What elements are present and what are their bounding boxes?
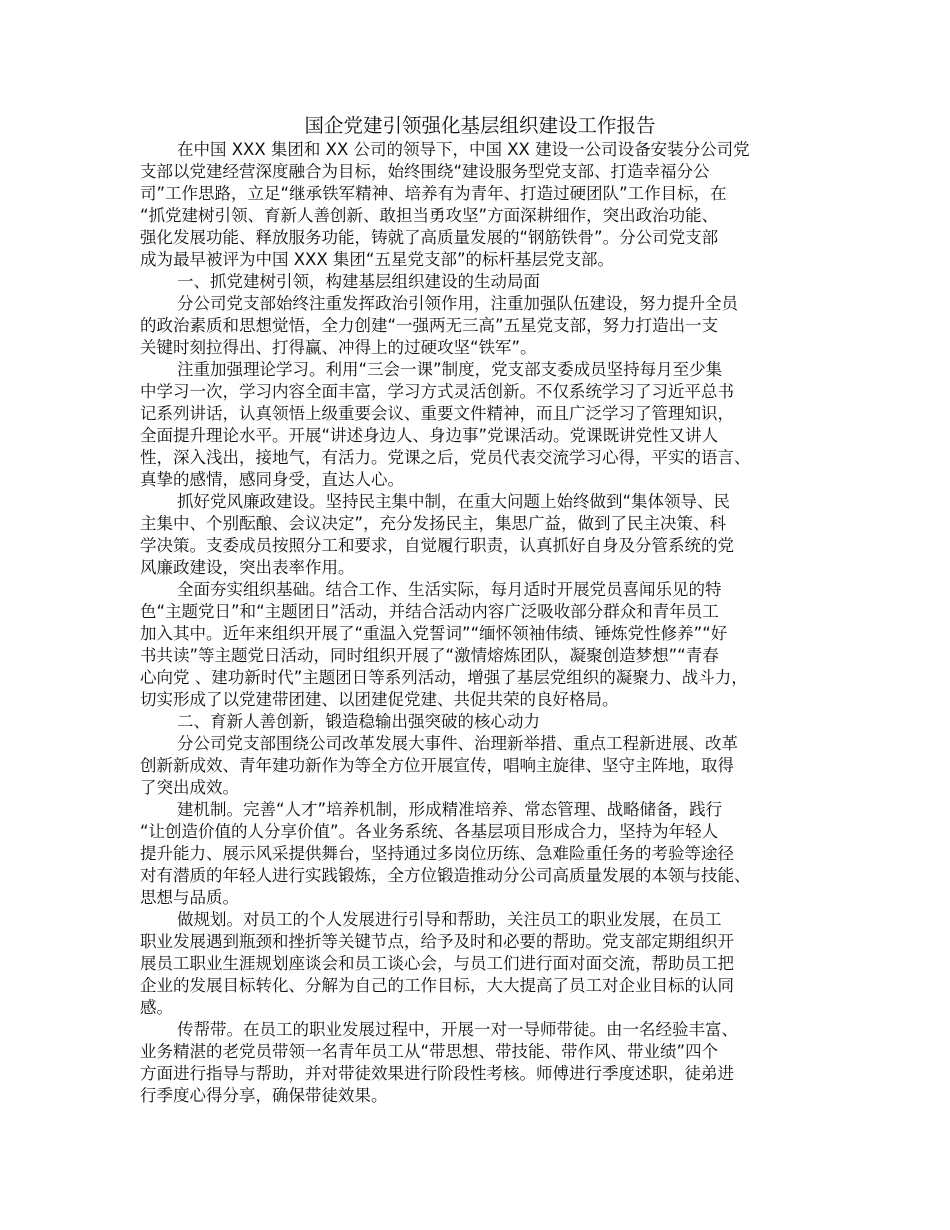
text-line: 感。	[140, 998, 173, 1017]
text-line: 业务精湛的老党员带领一名青年员工从“带思想、带技能、带作风、带业绩”四个	[140, 1042, 719, 1061]
text-line: 二、育新人善创新，锻造稳输出强突破的核心动力	[177, 712, 540, 731]
text-line: 展员工职业生涯规划座谈会和员工谈心会，与员工们进行面对面交流，帮助员工把	[140, 954, 734, 973]
text-line: 分公司党支部始终注重发挥政治引领作用，注重加强队伍建设，努力提升全员	[177, 294, 738, 313]
text-line: 对有潜质的年轻人进行实践锻炼，全方位锻造推动分公司高质量发展的本领与技能、	[140, 866, 751, 885]
text-line: 全面夯实组织基础。结合工作、生活实际，每月适时开展党员喜闻乐见的特	[177, 580, 722, 599]
text-line: 行季度心得分享，确保带徒效果。	[140, 1086, 388, 1105]
text-line: 了突出成效。	[140, 778, 239, 797]
text-line: 职业发展遇到瓶颈和挫折等关键节点，给予及时和必要的帮助。党支部定期组织开	[140, 932, 734, 951]
text-line: 书共读”等主题党日活动，同时组织开展了“激情熔炼团队，凝聚创造梦想”“青春	[140, 646, 719, 665]
text-line: 注重加强理论学习。利用“三会一课”制度，党支部支委成员坚持每月至少集	[177, 360, 723, 379]
document-title: 国企党建引领强化基层组织建设工作报告	[304, 114, 656, 137]
text-line: 的政治素质和思想觉悟，全力创建“一强两无三高”五星党支部，努力打造出一支	[140, 316, 719, 335]
text-line: 全面提升理论水平。开展“讲述身边人、身边事”党课活动。党课既讲党性又讲人	[140, 426, 719, 445]
text-line: 司”工作思路，立足“继承铁军精神、培养有为青年、打造过硬团队”工作目标，在	[140, 184, 727, 203]
text-line: “让创造价值的人分享价值”。各业务系统、各基层项目形成合力，坚持为年轻人	[140, 822, 719, 841]
text-line: 主集中、个别酝酿、会议决定”，充分发扬民主，集思广益，做到了民主决策、科	[140, 514, 727, 533]
text-line: 思想与品质。	[140, 888, 239, 907]
document-body	[140, 139, 830, 1107]
text-line: 企业的发展目标转化、分解为自己的工作目标，大大提高了员工对企业目标的认同	[140, 976, 734, 995]
text-line: 分公司党支部围绕公司改革发展大事件、治理新举措、重点工程新进展、改革	[177, 734, 738, 753]
text-line: 切实形成了以党建带团建、以团建促党建、共促共荣的良好格局。	[140, 690, 619, 709]
text-line: 学决策。支委成员按照分工和要求，自觉履行职责，认真抓好自身及分管系统的党	[140, 536, 734, 555]
text-line: 创新新成效、青年建功新作为等全方位开展宣传，唱响主旋律、坚守主阵地，取得	[140, 756, 734, 775]
text-line: 在中国 XXX 集团和 XX 公司的领导下，中国 XX 建设一公司设备安装分公司党	[177, 140, 750, 159]
text-line: 成为最早被评为中国 XXX 集团“五星党支部”的标杆基层党支部。	[140, 250, 614, 269]
text-line: 加入其中。近年来组织开展了“重温入党誓词”“缅怀领袖伟绩、锤炼党性修养”“好	[140, 624, 728, 643]
text-line: 抓好党风廉政建设。坚持民主集中制，在重大问题上始终做到“集体领导、民	[177, 492, 731, 511]
text-line: 心向党 、建功新时代”主题团日等系列活动，增强了基层党组织的凝聚力、战斗力，	[140, 668, 748, 687]
text-line: 风廉政建设，突出表率作用。	[140, 558, 355, 577]
text-line: 强化发展功能、释放服务功能，铸就了高质量发展的“钢筋铁骨”。分公司党支部	[140, 228, 719, 247]
text-line: 方面进行指导与帮助，并对带徒效果进行阶段性考核。师傅进行季度述职，徒弟进	[140, 1064, 734, 1083]
text-line: 传帮带。在员工的职业发展过程中，开展一对一导师带徒。由一名经验丰富、	[177, 1020, 738, 1039]
text-line: 建机制。完善“人才”培养机制，形成精准培养、常态管理、战略储备，践行	[177, 800, 723, 819]
text-line: 提升能力、展示风采提供舞台，坚持通过多岗位历练、急难险重任务的考验等途径	[140, 844, 734, 863]
text-line: “抓党建树引领、育新人善创新、敢担当勇攻坚”方面深耕细作，突出政治功能、	[140, 206, 719, 225]
text-line: 做规划。对员工的个人发展进行引导和帮助，关注员工的职业发展，在员工	[177, 910, 722, 929]
text-line: 性，深入浅出，接地气，有活力。党课之后，党员代表交流学习心得，平实的语言、	[140, 448, 751, 467]
text-line: 记系列讲话，认真领悟上级重要会议、重要文件精神，而且广泛学习了管理知识，	[140, 404, 734, 423]
text-line: 中学习一次，学习内容全面丰富，学习方式灵活创新。不仅系统学习了习近平总书	[140, 382, 734, 401]
text-line: 支部以党建经营深度融合为目标，始终围绕“建设服务型党支部、打造幸福分公	[140, 162, 710, 181]
text-line: 真挚的感情，感同身受，直达人心。	[140, 470, 404, 489]
text-line: 色“主题党日”和“主题团日”活动，并结合活动内容广泛吸收部分群众和青年员工	[140, 602, 719, 621]
text-line: 关键时刻拉得出、打得赢、冲得上的过硬攻坚“铁军”。	[140, 338, 537, 357]
text-line: 一、抓党建树引领，构建基层组织建设的生动局面	[177, 272, 540, 291]
